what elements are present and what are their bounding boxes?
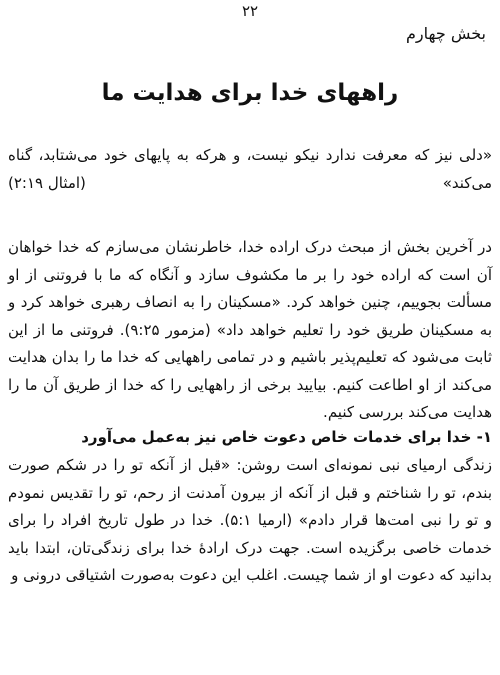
chapter-title: راههای خدا برای هدایت ما — [101, 80, 399, 106]
intro-text: در آخرین بخش از مبحث درک اراده خدا، خاطرنشان می‌سازم که خدا خواهان آن است که اراده خود را بر ما مکشوف سازد و آنگاه که ما با فروتنی از او مسألت بجوییم، چنین خواهد کرد. «مسکینان را به انصاف رهبری خواهد کرد و به مسکینان طریق خود را تعلیم خواهد داد» (مزمور ۹:۲۵). فروتنی ما از این ثابت می‌شود که تعلیم‌پذیر باشیم و در تمامی راههایی که خدا ما را بدان هدایت می‌کند از او اطاعت کنیم. بیایید برخی از راههایی را که خدا از طریق آن ما را هدایت می‌کند بررسی کنیم. — [8, 238, 492, 421]
section-heading: ۱- خدا برای خدمات خاص دعوت خاص نیز به‌عمل می‌آورد — [81, 428, 492, 446]
section-text: زندگی ارمیای نبی نمونه‌ای است روشن: «قبل از آنکه تو را در شکم صورت بندم، تو را شناختم و قبل از آنکه از بیرون آمدنت از رحم، تو را تقدیس نمودم و تو را نبی امت‌ها قرار دادم» (ارمیا ۵:۱). خدا در طول تاریخ افراد را برای خدمات خاصی برگزیده است. جهت درک ارادهٔ خدا برای زندگی‌تان، ابتدا باید بدانید که دعوت او از شما چیست. اغلب این دعوت به‌صورت اشتیاقی درونی و — [8, 456, 492, 584]
quote-reference: (امثال ۲:۱۹) — [8, 173, 86, 192]
page-number: ۲۲ — [241, 2, 259, 20]
section-label: بخش چهارم — [405, 24, 486, 43]
quote-text: «دلی نیز که معرفت ندارد نیکو نیست، و هرکه به پایهای خود می‌شتابد، گناه می‌کند» — [8, 146, 492, 192]
epigraph-quote — [8, 142, 492, 197]
section-paragraph — [8, 452, 492, 590]
intro-paragraph — [8, 234, 492, 427]
